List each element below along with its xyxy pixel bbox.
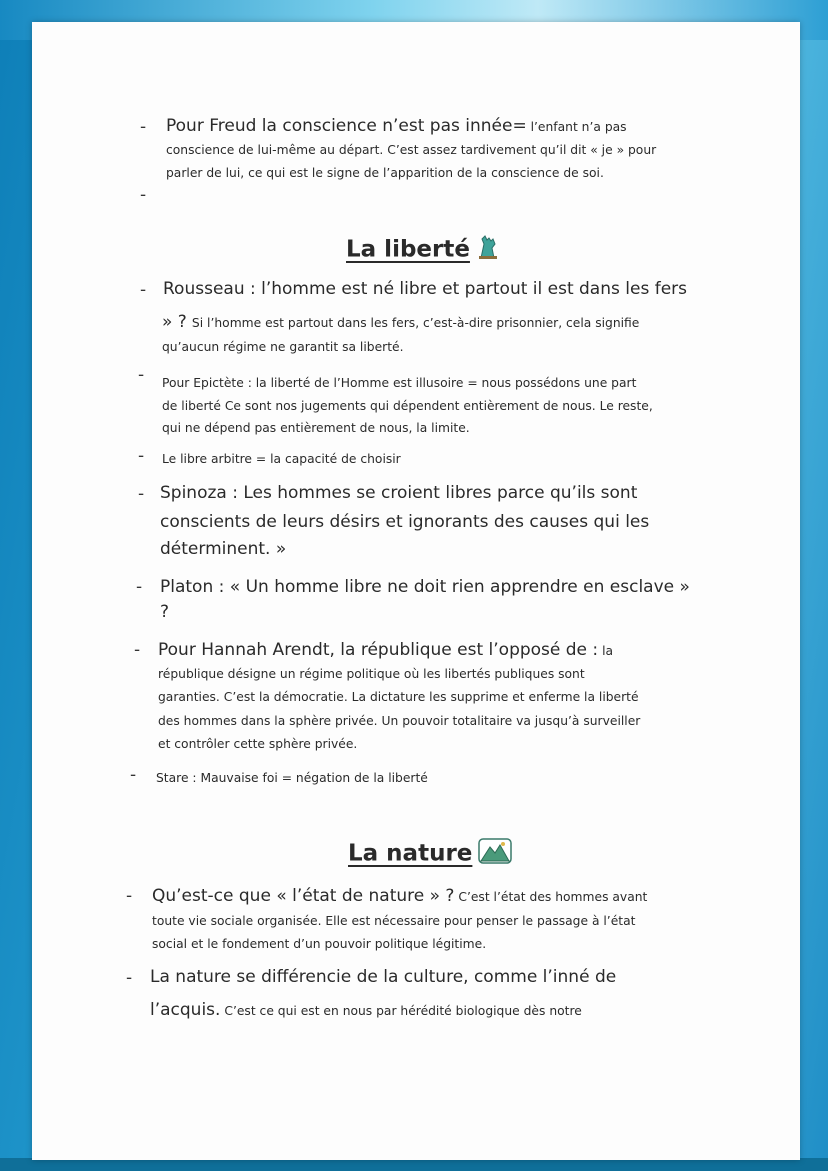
stare-line: Stare : Mauvaise foi = négation de la liberté <box>156 771 428 785</box>
bullet-dash: - <box>138 446 145 466</box>
freud-rest: l’enfant n’a pas <box>526 120 627 134</box>
epictete-line-2: de liberté Ce sont nos jugements qui dépendent entièrement de nous. Le reste, <box>162 399 653 413</box>
rousseau-line-3: qu’aucun régime ne garantit sa liberté. <box>162 340 404 354</box>
etat-nature-line-2: toute vie sociale organisée. Elle est nécessaire pour penser le passage à l’état <box>152 914 636 928</box>
nature-culture-line-1: La nature se différencie de la culture, comme l’inné de <box>150 967 617 987</box>
rousseau-line-1: Rousseau : l’homme est né libre et partout il est dans les fers <box>163 279 687 299</box>
arendt-line-3: garanties. C’est la démocratie. La dictature les supprime et enferme la liberté <box>158 690 639 704</box>
libre-arbitre-line: Le libre arbitre = la capacité de choisir <box>162 452 401 466</box>
etat-nature-rest: C’est l’état des hommes avant <box>454 890 648 904</box>
bullet-dash: - <box>136 577 143 597</box>
bullet-dash: - <box>130 765 137 785</box>
heading-nature <box>348 838 512 870</box>
rousseau-quote-end: » ? <box>162 312 187 332</box>
rousseau-explanation: Si l’homme est partout dans les fers, c’est-à-dire prisonnier, cela signifie <box>191 316 640 330</box>
arendt-line-1 <box>158 640 613 660</box>
heading-liberte <box>346 234 500 266</box>
arendt-lead: Pour Hannah Arendt, la république est l’opposé de : <box>158 640 599 660</box>
arendt-line-2: république désigne un régime politique où les libertés publiques sont <box>158 667 585 681</box>
freud-lead: Pour Freud la conscience n’est pas innée= <box>166 116 527 136</box>
platon-line-1: Platon : « Un homme libre ne doit rien apprendre en esclave » <box>160 577 690 597</box>
bullet-dash: - <box>138 365 145 385</box>
bullet-dash-empty: - <box>140 185 147 205</box>
bullet-dash: - <box>126 968 133 988</box>
bullet-dash: - <box>134 640 141 660</box>
bullet-dash: - <box>138 484 145 504</box>
freud-line-2: conscience de lui-même au départ. C’est assez tardivement qu’il dit « je » pour <box>166 143 657 157</box>
statue-of-liberty-icon <box>476 234 500 266</box>
etat-nature-line-1 <box>152 886 647 906</box>
etat-nature-line-3: social et le fondement d’un pouvoir politique légitime. <box>152 937 487 951</box>
epictete-line-3: qui ne dépend pas entièrement de nous, la limite. <box>162 421 470 435</box>
freud-line-3: parler de lui, ce qui est le signe de l’apparition de la conscience de soi. <box>166 166 604 180</box>
etat-nature-lead: Qu’est-ce que « l’état de nature » ? <box>152 886 455 906</box>
bullet-dash: - <box>140 117 147 137</box>
platon-line-2: ? <box>160 602 170 622</box>
mountain-icon <box>478 838 512 870</box>
nature-culture-line-2 <box>150 1000 582 1020</box>
bullet-dash: - <box>126 886 133 906</box>
spinoza-line-2: conscients de leurs désirs et ignorants des causes qui les <box>160 512 650 532</box>
arendt-rest: la <box>598 644 614 658</box>
epictete-line-1: Pour Epictète : la liberté de l’Homme est illusoire = nous possédons une part <box>162 376 637 390</box>
rousseau-line-2 <box>162 312 639 332</box>
nature-culture-lead: l’acquis. <box>150 1000 221 1020</box>
spinoza-line-1: Spinoza : Les hommes se croient libres parce qu’ils sont <box>160 483 638 503</box>
arendt-line-5: et contrôler cette sphère privée. <box>158 737 358 751</box>
nature-culture-rest: C’est ce qui est en nous par hérédité biologique dès notre <box>220 1004 582 1018</box>
arendt-line-4: des hommes dans la sphère privée. Un pouvoir totalitaire va jusqu’à surveiller <box>158 714 641 728</box>
heading-nature-text: La nature <box>348 840 473 867</box>
list-item-freud <box>166 116 627 136</box>
spinoza-line-3: déterminent. » <box>160 539 287 559</box>
paper-sheet <box>32 22 800 1160</box>
heading-liberte-text: La liberté <box>346 236 470 263</box>
bullet-dash: - <box>140 280 147 300</box>
